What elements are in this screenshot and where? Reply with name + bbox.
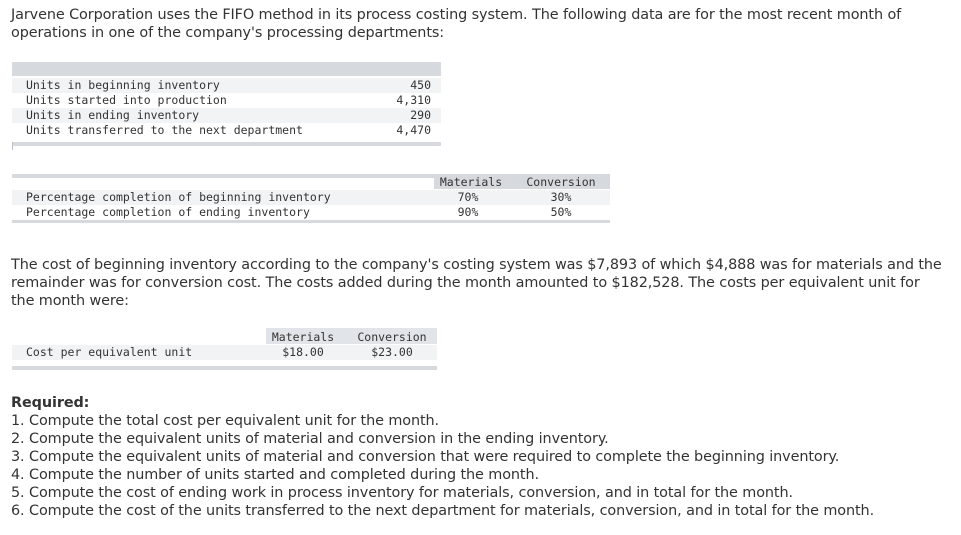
list-item: 5. Compute the cost of ending work in process inventory for materials, conversion, and in total for the month. [11, 485, 793, 501]
required-list [11, 412, 946, 520]
required-title: Required: [11, 395, 90, 411]
cost-table [12, 328, 437, 372]
row-label: Units started into production [26, 93, 227, 107]
row-label: Percentage completion of beginning inventory [26, 190, 331, 204]
row-value: 4,470 [396, 123, 431, 137]
table-bottom-bar [12, 142, 441, 146]
cell-conversion: 50% [550, 205, 572, 219]
units-table [12, 62, 441, 152]
row-value: 4,310 [396, 93, 431, 107]
cell-conversion: 30% [550, 190, 572, 204]
required-section [11, 394, 946, 520]
cell-materials: 90% [457, 205, 479, 219]
table-bottom-bar [12, 366, 437, 370]
table-top-bar [12, 62, 441, 76]
row-value: 450 [410, 78, 431, 92]
table-row [12, 108, 441, 123]
column-header-materials: Materials [439, 175, 503, 189]
cell-materials: 70% [457, 190, 479, 204]
list-item: 4. Compute the number of units started and completed during the month. [11, 467, 539, 483]
row-label: Units transferred to the next department [26, 123, 303, 137]
intro-paragraph: Jarvene Corporation uses the FIFO method in its process costing system. The following data are for the most recent month of operations in one of the company's processing departments: [11, 7, 902, 41]
table-row [12, 345, 437, 360]
list-item: 6. Compute the cost of the units transferred to the next department for materials, conversion, and in total for the month. [11, 503, 875, 519]
table-bottom-bar [12, 220, 610, 223]
table-row [12, 190, 610, 205]
table-row [12, 205, 610, 220]
row-label: Units in ending inventory [26, 108, 200, 122]
table-row [12, 93, 441, 108]
cell-conversion: $23.00 [371, 345, 413, 359]
list-item: 3. Compute the equivalent units of material and conversion that were required to complete the beginning inventory. [11, 449, 840, 465]
table-row [12, 123, 441, 138]
row-value: 290 [410, 108, 431, 122]
cost-paragraph: The cost of beginning inventory according to the company's costing system was $7,893 of which $4,888 was for materials and the remainder was for conversion cost. The costs added during the month amounted to $182,528. The costs per equivalent unit for the month were: [11, 257, 942, 309]
table-row [12, 78, 441, 93]
list-item: 2. Compute the equivalent units of material and conversion in the ending inventory. [11, 431, 609, 447]
row-label: Cost per equivalent unit [26, 345, 193, 359]
percentage-table [12, 174, 610, 222]
column-header-conversion: Conversion [357, 330, 427, 344]
list-item: 1. Compute the total cost per equivalent unit for the month. [11, 413, 440, 429]
table-left-tick [12, 142, 13, 150]
row-label: Units in beginning inventory [26, 78, 220, 92]
column-header-conversion: Conversion [526, 175, 596, 189]
row-label: Percentage completion of ending inventory [26, 205, 310, 219]
cell-materials: $18.00 [282, 345, 324, 359]
column-header-materials: Materials [271, 330, 335, 344]
